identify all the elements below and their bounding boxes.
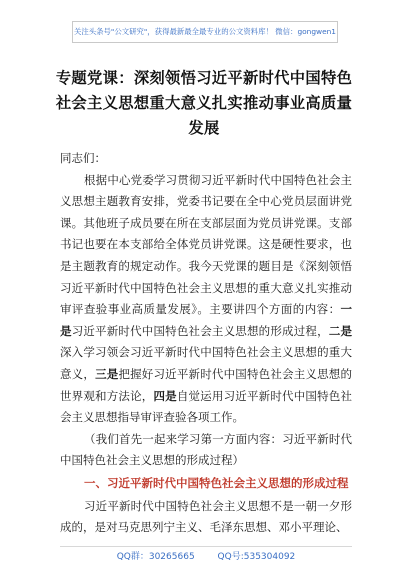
point-three-text: 把握好习近平新时代中国特色社会主义思想的世界观和方法论， bbox=[60, 366, 352, 403]
point-one-marker: 一是 bbox=[60, 302, 352, 338]
section-paragraph: 习近平新时代中国特色社会主义思想不是一朝一夕形成的，是对马克思列宁主义、毛泽东思想、邓小平理论、 bbox=[60, 498, 352, 535]
footer-qq-number: QQ号:535304092 bbox=[217, 552, 296, 562]
promo-banner: 关注头条号"公文研究"，获得最新最全最专业的公文资料库！ 微信：gongwen1 bbox=[72, 21, 338, 43]
section-heading: 一、习近平新时代中国特色社会主义思想的形成过程 bbox=[84, 475, 349, 490]
point-four-marker: 四是 bbox=[153, 388, 177, 403]
point-four-text: 自觉运用习近平新时代中国特色社会主义思想指导审评查验各项工作。 bbox=[60, 388, 352, 425]
point-two-marker: 二是 bbox=[328, 323, 352, 338]
salutation: 同志们： bbox=[60, 151, 106, 165]
point-one-text: 习近平新时代中国特色社会主义思想的形成过程， bbox=[71, 323, 329, 338]
document-body bbox=[60, 148, 352, 539]
transition-paragraph: （我们首先一起来学习第一方面内容：习近平新时代中国特色社会主义思想的形成过程） bbox=[60, 431, 352, 468]
intro-text: 根据中心党委学习贯彻习近平新时代中国特色社会主义思想主题教育安排，党委书记要在全中心党员层面讲党课。其他班子成员要在所在支部层面为党员讲党课。支部书记也要在本支部给全体党员讲党课。这是硬性要求，也是主题教育的规定动作。我今天党课的题目是《深刻领悟习近平新时代中国特色社会主义思想的重大意义扎实推动审评查验事业高质量发展》。主要讲四个方面的内容： bbox=[60, 172, 352, 317]
point-three-marker: 三是 bbox=[95, 366, 119, 381]
footer bbox=[60, 547, 352, 567]
document-title: 专题党课：深刻领悟习近平新时代中国特色社会主义思想重大意义扎实推动事业高质量发展 bbox=[55, 69, 353, 137]
point-two-text: 深入学习领会习近平新时代中国特色社会主义思想的重大意义， bbox=[60, 345, 352, 381]
footer-qq-group: QQ群：30265665 bbox=[116, 552, 195, 562]
intro-paragraph bbox=[60, 170, 352, 429]
